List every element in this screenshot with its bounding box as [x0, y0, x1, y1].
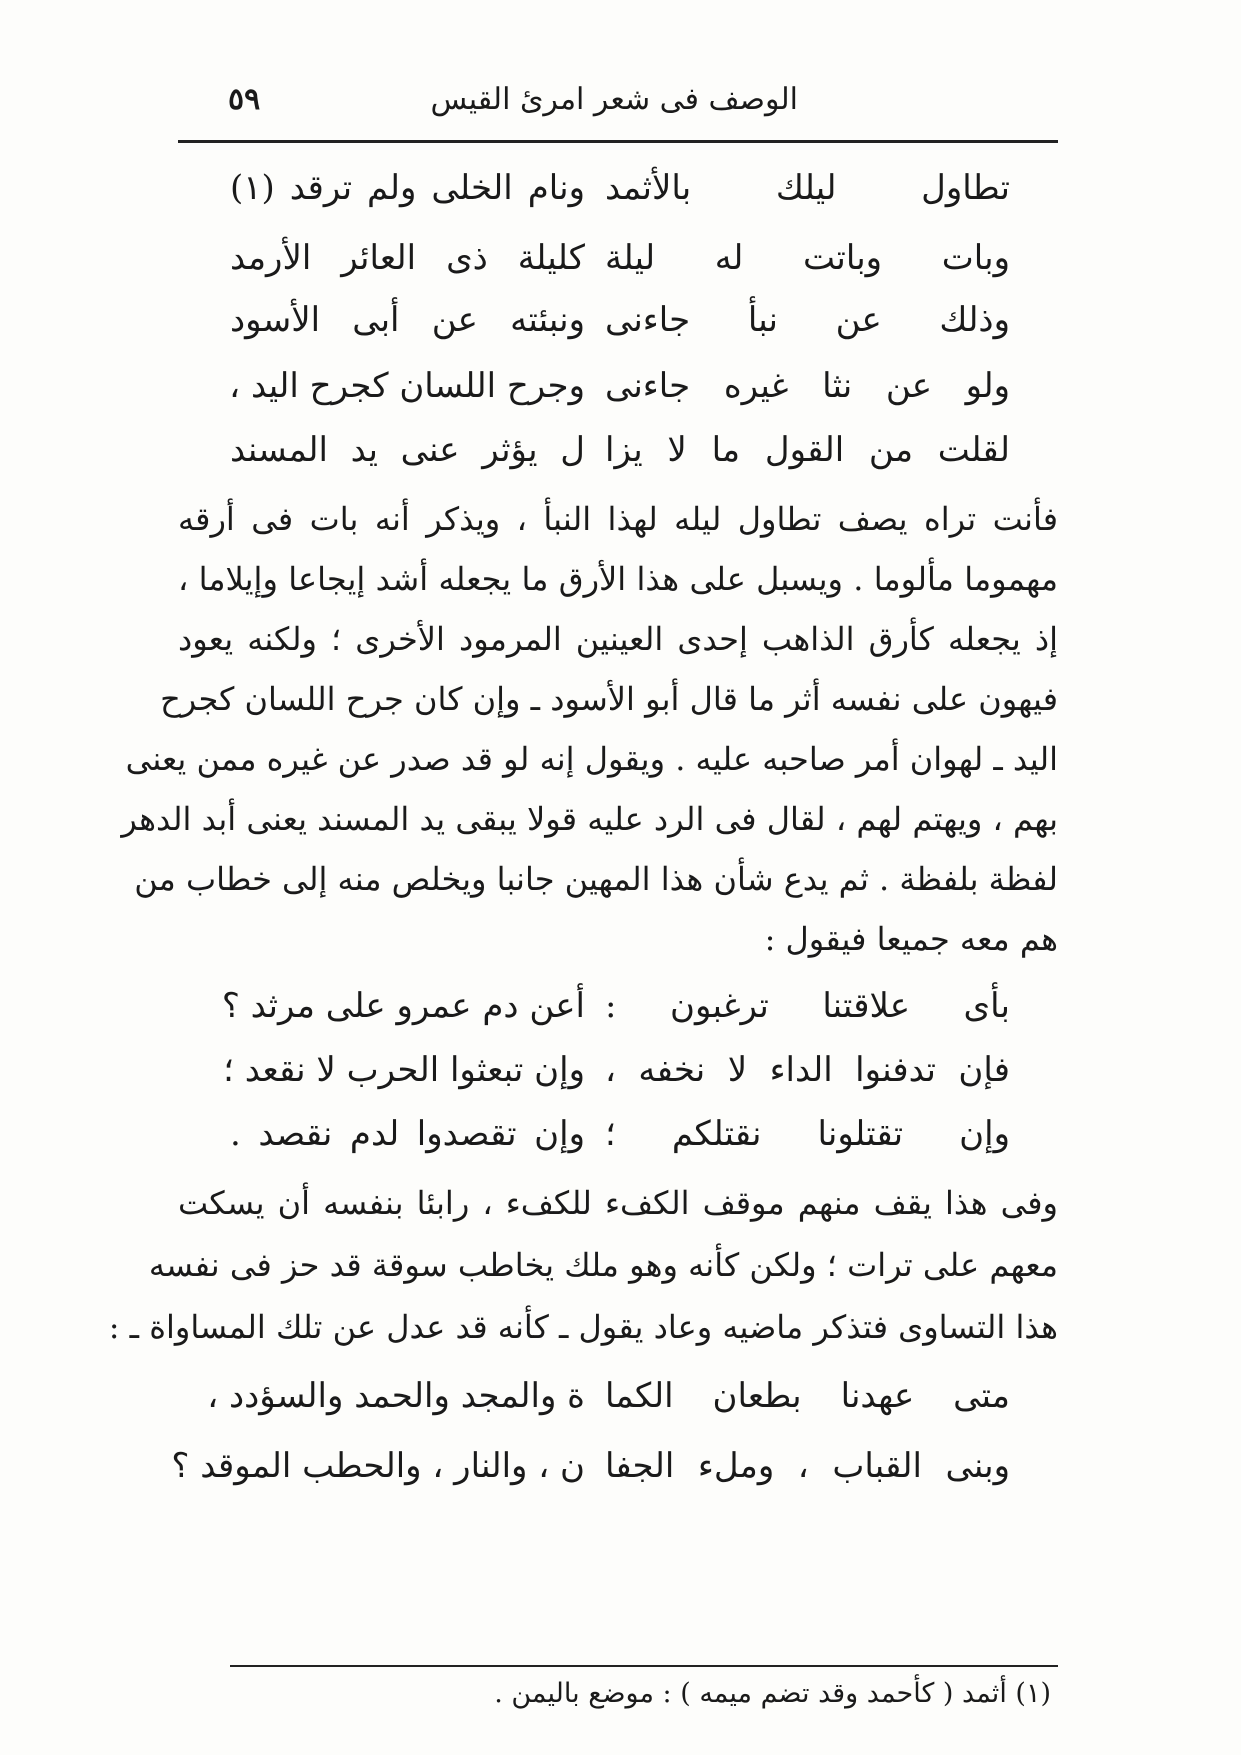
verse-line	[230, 168, 1010, 228]
verse-second-hemistich: وإن تبعثوا الحرب لا نقعد ؛	[223, 1050, 585, 1090]
verse-line	[230, 430, 1010, 490]
verse-second-hemistich: وجرح اللسان كجرح اليد ،	[229, 366, 585, 406]
prose-line: فيهون على نفسه أثر ما قال أبو الأسود ـ وإن كان جرح اللسان كجرح	[160, 680, 1058, 718]
verse-line	[221, 986, 1010, 1046]
verse-line	[223, 1050, 1010, 1110]
verse-first-hemistich: وبنى القباب ، وملء الجفا	[605, 1446, 1010, 1486]
verse-second-hemistich: ونبئته عن أبى الأسود	[230, 300, 585, 340]
prose-line: هذا التساوى فتذكر ماضيه وعاد يقول ـ كأنه قد عدل عن تلك المساواة ـ :	[108, 1308, 1058, 1346]
prose-line: وفى هذا يقف منهم موقف الكفء للكفء ، رابئا بنفسه أن يسكت	[178, 1184, 1058, 1222]
prose-line: لفظة بلفظة . ثم يدع شأن هذا المهين جانبا ويخلص منه إلى خطاب من	[134, 860, 1058, 898]
page-number: ٥٩	[228, 82, 261, 117]
verse-line	[207, 1376, 1010, 1436]
verse-second-hemistich: وإن تقصدوا لدم نقصد .	[230, 1114, 585, 1154]
verse-line	[230, 300, 1010, 360]
verse-line	[230, 366, 1010, 426]
verse-second-hemistich: ونام الخلى ولم ترقد (١)	[230, 168, 585, 208]
verse-first-hemistich: متى عهدنا بطعان الكما	[605, 1376, 1010, 1416]
verse-first-hemistich: وذلك عن نبأ جاءنى	[605, 300, 1010, 340]
prose-line: إذ يجعله كأرق الذاهب إحدى العينين المرمود الأخرى ؛ ولكنه يعود	[178, 620, 1058, 658]
verse-first-hemistich: تطاول ليلك بالأثمد	[605, 168, 1010, 208]
verse-first-hemistich: وإن تقتلونا نقتلكم ؛	[605, 1114, 1010, 1154]
verse-line	[230, 238, 1010, 298]
verse-first-hemistich: بأى علاقتنا ترغبون :	[605, 986, 1010, 1026]
prose-line: بهم ، ويهتم لهم ، لقال فى الرد عليه قولا يبقى يد المسند يعنى أبد الدهر	[121, 800, 1058, 838]
verse-first-hemistich: وبات وباتت له ليلة	[605, 238, 1010, 278]
prose-line: هم معه جميعا فيقول :	[764, 920, 1058, 958]
verse-line	[230, 1114, 1010, 1174]
verse-first-hemistich: فإن تدفنوا الداء لا نخفه ،	[605, 1050, 1010, 1090]
prose-line: مهموما مألوما . ويسبل على هذا الأرق ما يجعله أشد إيجاعا وإيلاما ،	[178, 560, 1058, 598]
verse-line	[171, 1446, 1010, 1506]
header-rule	[178, 140, 1058, 143]
verse-first-hemistich: لقلت من القول ما لا يزا	[605, 430, 1010, 470]
verse-second-hemistich: أعن دم عمرو على مرثد ؟	[221, 986, 585, 1026]
footnote-rule	[230, 1665, 1058, 1667]
verse-second-hemistich: ة والمجد والحمد والسؤدد ،	[207, 1376, 585, 1416]
running-title: الوصف فى شعر امرئ القيس	[430, 82, 798, 117]
verse-second-hemistich: كليلة ذى العائر الأرمد	[230, 238, 585, 278]
prose-line: فأنت تراه يصف تطاول ليله لهذا النبأ ، ويذكر أنه بات فى أرقه	[178, 500, 1058, 538]
verse-second-hemistich: ل يؤثر عنى يد المسند	[230, 430, 585, 470]
page-header	[178, 82, 1058, 132]
prose-line: اليد ـ لهوان أمر صاحبه عليه . ويقول إنه لو قد صدر عن غيره ممن يعنى	[125, 740, 1058, 778]
footnote: (١) أثمد ( كأحمد وقد تضم ميمه ) : موضع باليمن .	[494, 1678, 1051, 1709]
prose-line: معهم على ترات ؛ ولكن كأنه وهو ملك يخاطب سوقة قد حز فى نفسه	[148, 1246, 1058, 1284]
verse-second-hemistich: ن ، والنار ، والحطب الموقد ؟	[171, 1446, 585, 1486]
verse-first-hemistich: ولو عن نثا غيره جاءنى	[605, 366, 1010, 406]
